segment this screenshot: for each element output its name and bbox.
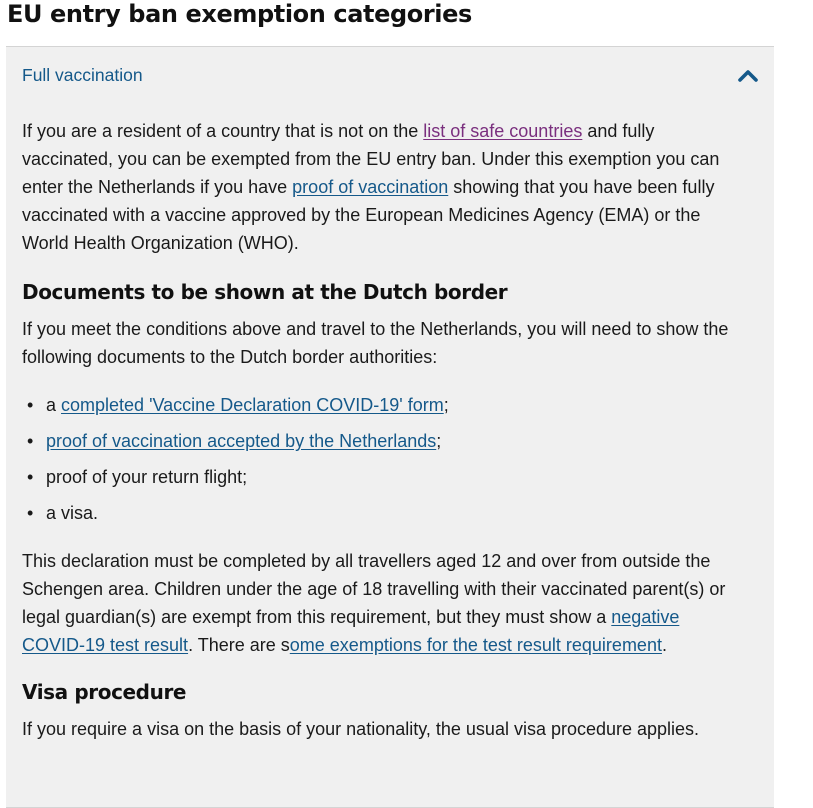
declaration-paragraph: This declaration must be completed by all travellers aged 12 and over from outside the Schengen area. Children under the age of 18 travelling with their vaccinated parent(s) or legal guardian(s) are exempt from this requirement, but they must show a negative COVID-19 test result. There are some exemptions for the test result requirement.: [22, 551, 726, 655]
vaccine-declaration-form-link[interactable]: completed 'Vaccine Declaration COVID-19' form: [61, 395, 444, 415]
list-item: • a visa.: [27, 503, 99, 523]
test-exemptions-link[interactable]: ome exemptions for the test result requirement: [289, 635, 662, 655]
accordion-title: Full vaccination: [22, 65, 143, 85]
accordion-content: [22, 117, 738, 743]
accordion-full-vaccination: [6, 46, 774, 808]
accordion-header[interactable]: [6, 47, 774, 105]
page-title: EU entry ban exemption categories: [7, 0, 472, 28]
chevron-up-icon[interactable]: [736, 66, 760, 84]
documents-list: [22, 387, 738, 531]
documents-heading: Documents to be shown at the Dutch border: [22, 280, 508, 304]
visa-paragraph: If you require a visa on the basis of your nationality, the usual visa procedure applies.: [22, 719, 700, 739]
proof-of-vaccination-link[interactable]: proof of vaccination: [292, 177, 449, 197]
visa-heading: Visa procedure: [22, 680, 187, 704]
list-item: • a completed 'Vaccine Declaration COVID-19' form;: [27, 395, 449, 415]
list-item: • proof of vaccination accepted by the Netherlands;: [27, 431, 442, 451]
documents-intro: If you meet the conditions above and travel to the Netherlands, you will need to show the following documents to the Dutch border authorities:: [22, 319, 729, 367]
negative-test-link[interactable]: negative COVID-19 test result: [22, 607, 680, 655]
intro-paragraph: If you are a resident of a country that is not on the list of safe countries and fully vaccinated, you can be exempted from the EU entry ban. Under this exemption you can enter the Netherlands if you have proof of vaccination showing that you have been fully vaccinated with a vaccine approved by the European Medicines Agency (EMA) or the World Health Organization (WHO).: [22, 121, 720, 253]
safe-countries-link[interactable]: list of safe countries: [423, 121, 583, 141]
accepted-proof-link[interactable]: proof of vaccination accepted by the Netherlands: [46, 431, 437, 451]
list-item: • proof of your return flight;: [27, 467, 248, 487]
